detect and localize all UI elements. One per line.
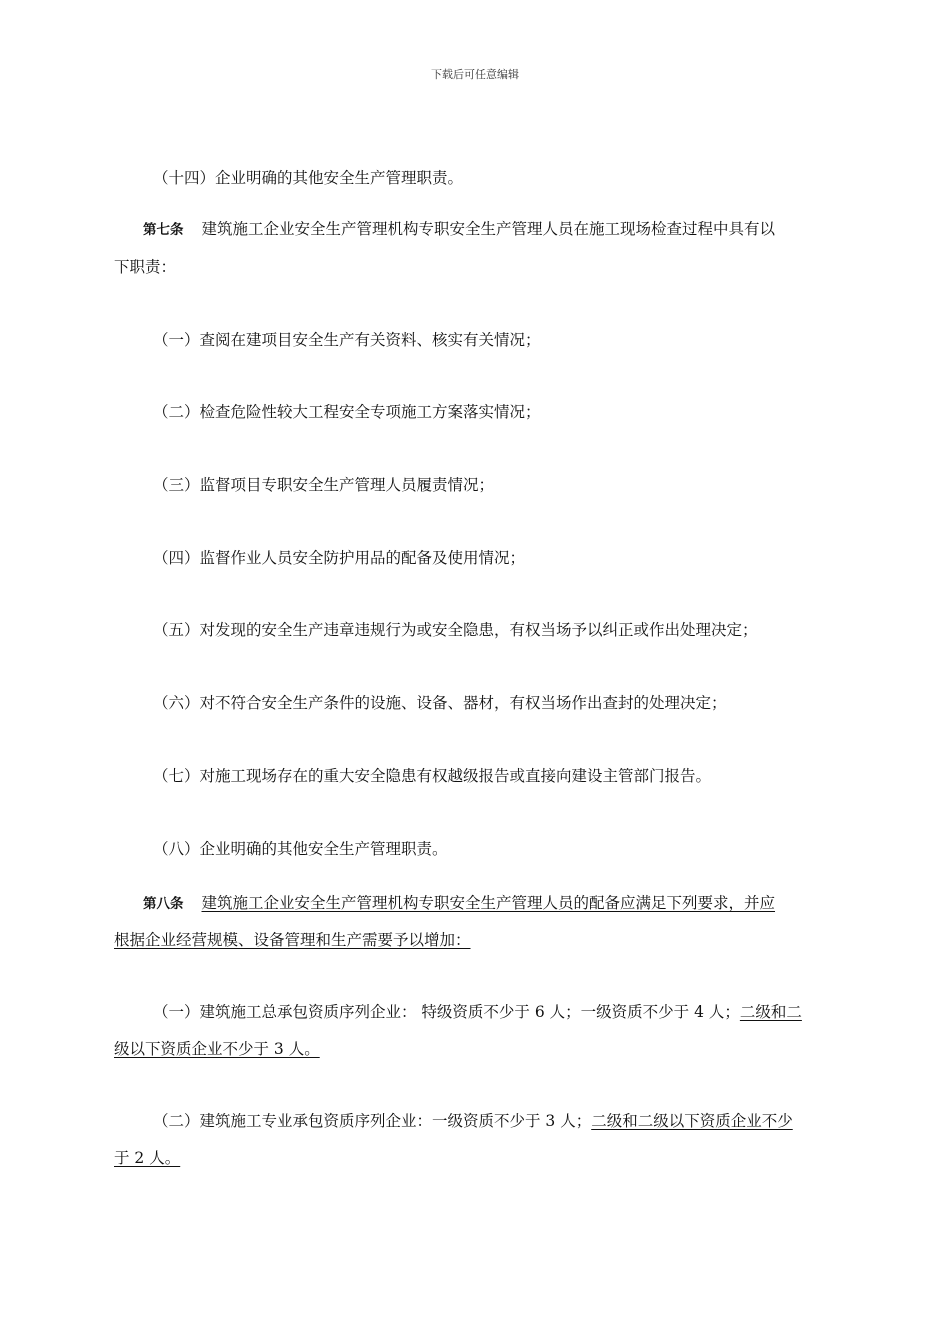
article-8-item-2-plain: （二）建筑施工专业承包资质序列企业：一级资质不少于 3 人； <box>153 1112 592 1130</box>
article-8-text-2: 根据企业经营规模、设备管理和生产需要予以增加： <box>114 931 471 949</box>
article-8-text-1: 建筑施工企业安全生产管理机构专职安全生产管理人员的配备应满足下列要求，并应 <box>201 894 776 912</box>
article-7-item-7: （七）对施工现场存在的重大安全隐患有权越级报告或直接向建设主管部门报告。 <box>153 767 712 785</box>
article-7-item-6: （六）对不符合安全生产条件的设施、设备、器材，有权当场作出查封的处理决定； <box>153 694 727 712</box>
article-7-item-5: （五）对发现的安全生产违章违规行为或安全隐患，有权当场予以纠正或作出处理决定； <box>153 621 758 639</box>
article-8-item-1-underlined: 二级和二 <box>739 1003 802 1021</box>
article-7-text-2: 下职责： <box>114 258 177 276</box>
article-7-label: 第七条 <box>143 222 184 238</box>
item-14: （十四）企业明确的其他安全生产管理职责。 <box>153 169 464 187</box>
article-7-item-8: （八）企业明确的其他安全生产管理职责。 <box>153 840 448 858</box>
article-8-item-2-underlined: 二级和二级以下资质企业不少 <box>591 1112 793 1130</box>
page-header: 下载后可任意编辑 <box>431 68 519 81</box>
article-7-item-3: （三）监督项目专职安全生产管理人员履责情况； <box>153 476 495 494</box>
article-7-text-1: 建筑施工企业安全生产管理机构专职安全生产管理人员在施工现场检查过程中具有以 <box>201 220 776 238</box>
article-8-label: 第八条 <box>143 896 184 912</box>
article-7-item-2: （二）检查危险性较大工程安全专项施工方案落实情况； <box>153 403 541 421</box>
article-8-item-2-line-2: 于 2 人。 <box>114 1149 181 1167</box>
article-8-item-1-line-1 <box>153 1002 802 1022</box>
article-7-item-1: （一）查阅在建项目安全生产有关资料、核实有关情况； <box>153 331 541 349</box>
article-7-item-4: （四）监督作业人员安全防护用品的配备及使用情况； <box>153 549 526 567</box>
article-8-line-1 <box>143 893 775 914</box>
article-8-item-2-line-1 <box>153 1111 793 1131</box>
article-8-item-1-plain: （一）建筑施工总承包资质序列企业： 特级资质不少于 6 人；一级资质不少于 4 人； <box>153 1003 740 1021</box>
article-7-line-1 <box>143 219 775 240</box>
article-8-item-1-line-2: 级以下资质企业不少于 3 人。 <box>114 1040 320 1058</box>
